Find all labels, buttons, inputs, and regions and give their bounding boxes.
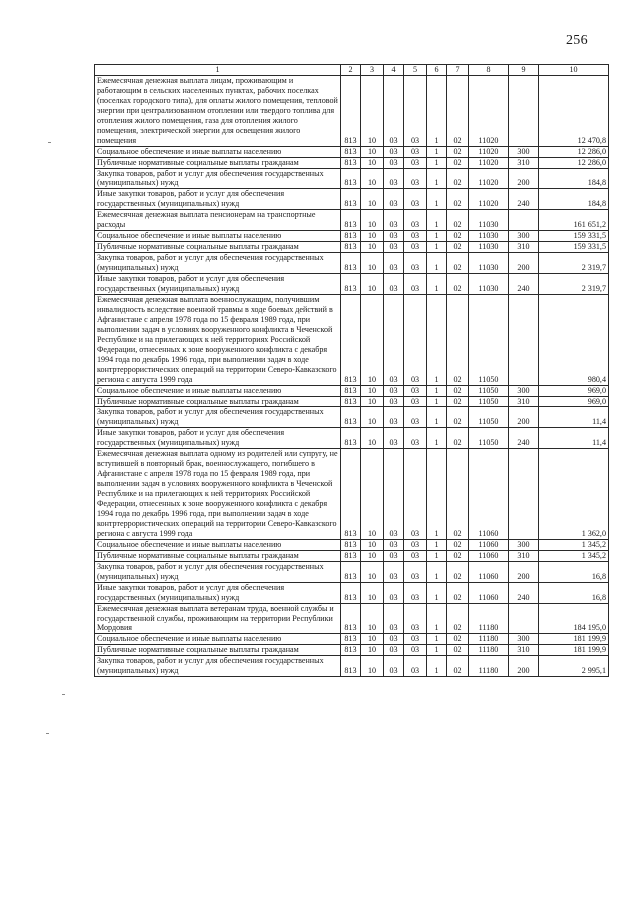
admin-code: 813 [341,231,361,242]
subsection-code: 03 [384,603,404,634]
direction-code: 11030 [469,242,509,253]
admin-code: 813 [341,550,361,561]
program-code: 03 [404,157,427,168]
admin-code: 813 [341,253,361,274]
expense-type-code: 300 [509,231,539,242]
table-body [95,75,609,676]
subsection-code: 03 [384,396,404,407]
subsection-code: 03 [384,242,404,253]
section-code: 10 [361,75,384,146]
row-name: Закупка товаров, работ и услуг для обеспечения государственных (муниципальных) нужд [95,561,341,582]
subsection-code: 03 [384,385,404,396]
table-row [95,645,609,656]
expense-type-code: 300 [509,385,539,396]
row-name: Закупка товаров, работ и услуг для обеспечения государственных (муниципальных) нужд [95,656,341,677]
subprogram-code: 1 [427,603,447,634]
expense-type-code [509,75,539,146]
main-event-code: 02 [447,189,469,210]
subprogram-code: 1 [427,428,447,449]
direction-code: 11060 [469,582,509,603]
amount: 12 286,0 [539,146,609,157]
program-code: 03 [404,407,427,428]
subprogram-code: 1 [427,634,447,645]
program-code: 03 [404,168,427,189]
admin-code: 813 [341,274,361,295]
table-row [95,385,609,396]
direction-code: 11060 [469,550,509,561]
table-row [95,294,609,385]
admin-code: 813 [341,385,361,396]
admin-code: 813 [341,189,361,210]
table-row [95,253,609,274]
subprogram-code: 1 [427,385,447,396]
admin-code: 813 [341,645,361,656]
subprogram-code: 1 [427,550,447,561]
row-name: Ежемесячная денежная выплата одному из родителей или супругу, не вступившей в повторный брак, военнослужащего, погибшего в Афганистане с апреля 1978 года по 15 февраля 1989 года, при выполнении задач в условиях вооруженного конфликта в Чеченской Республике и на прилегающих к ней территориях Российской Федерации, отнесенных к зоне вооруженного конфликта с декабря 1994 года по декабрь 1996 года, при выполнении задач в ходе контртеррористических операций на территории Северо-Кавказского региона с августа 1999 года [95,449,341,540]
direction-code: 11020 [469,75,509,146]
table-row [95,634,609,645]
table-row [95,550,609,561]
expense-type-code: 310 [509,550,539,561]
column-header-2: 2 [341,65,361,76]
main-event-code: 02 [447,449,469,540]
main-event-code: 02 [447,294,469,385]
expense-type-code: 310 [509,242,539,253]
direction-code: 11020 [469,157,509,168]
direction-code: 11050 [469,396,509,407]
expense-type-code: 300 [509,539,539,550]
amount: 1 345,2 [539,539,609,550]
subsection-code: 03 [384,75,404,146]
row-name: Социальное обеспечение и иные выплаты населению [95,146,341,157]
expense-type-code: 240 [509,189,539,210]
amount: 159 331,5 [539,231,609,242]
program-code: 03 [404,385,427,396]
main-event-code: 02 [447,603,469,634]
subprogram-code: 1 [427,294,447,385]
amount: 1 362,0 [539,449,609,540]
expense-type-code: 240 [509,274,539,295]
subsection-code: 03 [384,253,404,274]
amount: 181 199,9 [539,634,609,645]
main-event-code: 02 [447,428,469,449]
table-row [95,396,609,407]
admin-code: 813 [341,146,361,157]
direction-code: 11030 [469,253,509,274]
column-header-1: 1 [95,65,341,76]
subprogram-code: 1 [427,75,447,146]
program-code: 03 [404,634,427,645]
program-code: 03 [404,146,427,157]
admin-code: 813 [341,168,361,189]
program-code: 03 [404,231,427,242]
table-row [95,189,609,210]
main-event-code: 02 [447,550,469,561]
main-event-code: 02 [447,168,469,189]
table-row [95,146,609,157]
admin-code: 813 [341,449,361,540]
subsection-code: 03 [384,582,404,603]
table-row [95,539,609,550]
main-event-code: 02 [447,582,469,603]
admin-code: 813 [341,294,361,385]
section-code: 10 [361,253,384,274]
subprogram-code: 1 [427,656,447,677]
direction-code: 11020 [469,168,509,189]
section-code: 10 [361,656,384,677]
row-name: Ежемесячная денежная выплата военнослужащим, получившим инвалидность вследствие военной травмы в ходе боевых действий в Афганистане с апреля 1978 года по 15 февраля 1989 года, при выполнении задач в условиях вооруженного конфликта в Чеченской Республике и на прилегающих к ней территориях Российской Федерации, отнесенных к зоне вооруженного конфликта с декабря 1994 года по декабрь 1996 года, при выполнении задач в ходе контртеррористических операций на территории Северо-Кавказского региона с августа 1999 года [95,294,341,385]
table-row [95,75,609,146]
admin-code: 813 [341,407,361,428]
subsection-code: 03 [384,634,404,645]
section-code: 10 [361,634,384,645]
amount: 980,4 [539,294,609,385]
subprogram-code: 1 [427,168,447,189]
table-row [95,231,609,242]
admin-code: 813 [341,582,361,603]
subprogram-code: 1 [427,539,447,550]
subprogram-code: 1 [427,407,447,428]
main-event-code: 02 [447,385,469,396]
program-code: 03 [404,656,427,677]
subsection-code: 03 [384,449,404,540]
table-row [95,428,609,449]
section-code: 10 [361,428,384,449]
table-row [95,407,609,428]
table-row [95,449,609,540]
page-number: 256 [566,33,588,48]
subprogram-code: 1 [427,561,447,582]
program-code: 03 [404,274,427,295]
amount: 2 319,7 [539,274,609,295]
subprogram-code: 1 [427,242,447,253]
section-code: 10 [361,146,384,157]
admin-code: 813 [341,242,361,253]
subsection-code: 03 [384,210,404,231]
budget-table [94,64,609,677]
admin-code: 813 [341,656,361,677]
subsection-code: 03 [384,428,404,449]
expense-type-code: 300 [509,634,539,645]
program-code: 03 [404,645,427,656]
direction-code: 11060 [469,449,509,540]
subsection-code: 03 [384,168,404,189]
subprogram-code: 1 [427,189,447,210]
row-name: Публичные нормативные социальные выплаты гражданам [95,645,341,656]
direction-code: 11060 [469,539,509,550]
section-code: 10 [361,168,384,189]
section-code: 10 [361,210,384,231]
table-row [95,274,609,295]
amount: 184 195,0 [539,603,609,634]
subsection-code: 03 [384,561,404,582]
section-code: 10 [361,274,384,295]
admin-code: 813 [341,210,361,231]
amount: 11,4 [539,428,609,449]
section-code: 10 [361,231,384,242]
expense-type-code: 310 [509,645,539,656]
subprogram-code: 1 [427,582,447,603]
admin-code: 813 [341,561,361,582]
main-event-code: 02 [447,253,469,274]
direction-code: 11050 [469,428,509,449]
amount: 969,0 [539,396,609,407]
row-name: Иные закупки товаров, работ и услуг для обеспечения государственных (муниципальных) нужд [95,582,341,603]
expense-type-code: 310 [509,157,539,168]
main-event-code: 02 [447,157,469,168]
main-event-code: 02 [447,561,469,582]
admin-code: 813 [341,396,361,407]
main-event-code: 02 [447,656,469,677]
subsection-code: 03 [384,274,404,295]
subprogram-code: 1 [427,157,447,168]
section-code: 10 [361,407,384,428]
section-code: 10 [361,396,384,407]
column-header-3: 3 [361,65,384,76]
section-code: 10 [361,449,384,540]
table-row [95,157,609,168]
program-code: 03 [404,539,427,550]
admin-code: 813 [341,428,361,449]
subsection-code: 03 [384,645,404,656]
row-name: Социальное обеспечение и иные выплаты населению [95,231,341,242]
amount: 969,0 [539,385,609,396]
amount: 12 286,0 [539,157,609,168]
main-event-code: 02 [447,396,469,407]
amount: 16,8 [539,561,609,582]
scan-mark [62,694,65,695]
program-code: 03 [404,210,427,231]
amount: 12 470,8 [539,75,609,146]
direction-code: 11030 [469,274,509,295]
expense-type-code: 200 [509,407,539,428]
main-event-code: 02 [447,407,469,428]
scan-mark [48,142,51,143]
program-code: 03 [404,253,427,274]
main-event-code: 02 [447,634,469,645]
row-name: Ежемесячная денежная выплата пенсионерам на транспортные расходы [95,210,341,231]
table-header-row [95,65,609,76]
row-name: Социальное обеспечение и иные выплаты населению [95,385,341,396]
main-event-code: 02 [447,231,469,242]
program-code: 03 [404,582,427,603]
section-code: 10 [361,242,384,253]
subsection-code: 03 [384,656,404,677]
program-code: 03 [404,75,427,146]
direction-code: 11020 [469,189,509,210]
scan-mark [46,733,49,734]
section-code: 10 [361,294,384,385]
main-event-code: 02 [447,210,469,231]
expense-type-code [509,210,539,231]
table-row [95,603,609,634]
table-row [95,561,609,582]
program-code: 03 [404,550,427,561]
row-name: Публичные нормативные социальные выплаты гражданам [95,157,341,168]
expense-type-code: 200 [509,253,539,274]
section-code: 10 [361,157,384,168]
column-header-7: 7 [447,65,469,76]
admin-code: 813 [341,634,361,645]
program-code: 03 [404,294,427,385]
program-code: 03 [404,428,427,449]
row-name: Закупка товаров, работ и услуг для обеспечения государственных (муниципальных) нужд [95,407,341,428]
table-row [95,210,609,231]
program-code: 03 [404,603,427,634]
subprogram-code: 1 [427,274,447,295]
expense-type-code: 240 [509,582,539,603]
subsection-code: 03 [384,231,404,242]
direction-code: 11050 [469,385,509,396]
row-name: Публичные нормативные социальные выплаты гражданам [95,550,341,561]
amount: 1 345,2 [539,550,609,561]
expense-type-code: 240 [509,428,539,449]
expense-type-code [509,449,539,540]
program-code: 03 [404,561,427,582]
amount: 16,8 [539,582,609,603]
expense-type-code: 310 [509,396,539,407]
subsection-code: 03 [384,539,404,550]
section-code: 10 [361,582,384,603]
amount: 2 995,1 [539,656,609,677]
amount: 159 331,5 [539,242,609,253]
section-code: 10 [361,550,384,561]
expense-type-code: 200 [509,656,539,677]
table-row [95,582,609,603]
column-header-4: 4 [384,65,404,76]
column-header-10: 10 [539,65,609,76]
program-code: 03 [404,189,427,210]
subsection-code: 03 [384,550,404,561]
row-name: Иные закупки товаров, работ и услуг для обеспечения государственных (муниципальных) нужд [95,274,341,295]
amount: 161 651,2 [539,210,609,231]
row-name: Публичные нормативные социальные выплаты гражданам [95,242,341,253]
row-name: Ежемесячная денежная выплата ветеранам труда, военной службы и государственной службы, проживающим на территории Республики Мордовия [95,603,341,634]
direction-code: 11050 [469,407,509,428]
subsection-code: 03 [384,157,404,168]
admin-code: 813 [341,603,361,634]
direction-code: 11180 [469,603,509,634]
table-row [95,242,609,253]
section-code: 10 [361,385,384,396]
main-event-code: 02 [447,242,469,253]
direction-code: 11050 [469,294,509,385]
subprogram-code: 1 [427,231,447,242]
expense-type-code: 200 [509,561,539,582]
section-code: 10 [361,603,384,634]
program-code: 03 [404,449,427,540]
expense-type-code: 200 [509,168,539,189]
table-row [95,656,609,677]
amount: 2 319,7 [539,253,609,274]
subprogram-code: 1 [427,449,447,540]
row-name: Иные закупки товаров, работ и услуг для обеспечения государственных (муниципальных) нужд [95,189,341,210]
table-row [95,168,609,189]
subprogram-code: 1 [427,645,447,656]
expense-type-code: 300 [509,146,539,157]
direction-code: 11030 [469,210,509,231]
direction-code: 11180 [469,656,509,677]
direction-code: 11030 [469,231,509,242]
main-event-code: 02 [447,75,469,146]
section-code: 10 [361,189,384,210]
column-header-8: 8 [469,65,509,76]
subsection-code: 03 [384,294,404,385]
amount: 181 199,9 [539,645,609,656]
amount: 184,8 [539,189,609,210]
row-name: Публичные нормативные социальные выплаты гражданам [95,396,341,407]
amount: 11,4 [539,407,609,428]
row-name: Ежемесячная денежная выплата лицам, проживающим и работающим в сельских населенных пунктах, рабочих поселках (поселках городского типа), для оплаты жилого помещения, тепловой энергии при централизованном отоплении или твердого топлива для отопления жилого помещения, газа для отопления жилого помещения, электрической энергии для освещения жилого помещения [95,75,341,146]
row-name: Закупка товаров, работ и услуг для обеспечения государственных (муниципальных) нужд [95,253,341,274]
main-event-code: 02 [447,539,469,550]
row-name: Социальное обеспечение и иные выплаты населению [95,634,341,645]
program-code: 03 [404,396,427,407]
direction-code: 11020 [469,146,509,157]
subprogram-code: 1 [427,396,447,407]
row-name: Закупка товаров, работ и услуг для обеспечения государственных (муниципальных) нужд [95,168,341,189]
admin-code: 813 [341,539,361,550]
direction-code: 11180 [469,634,509,645]
section-code: 10 [361,645,384,656]
subsection-code: 03 [384,146,404,157]
section-code: 10 [361,539,384,550]
subsection-code: 03 [384,407,404,428]
main-event-code: 02 [447,146,469,157]
direction-code: 11180 [469,645,509,656]
direction-code: 11060 [469,561,509,582]
column-header-6: 6 [427,65,447,76]
row-name: Социальное обеспечение и иные выплаты населению [95,539,341,550]
subprogram-code: 1 [427,253,447,274]
subprogram-code: 1 [427,146,447,157]
program-code: 03 [404,242,427,253]
section-code: 10 [361,561,384,582]
expense-type-code [509,294,539,385]
subsection-code: 03 [384,189,404,210]
main-event-code: 02 [447,645,469,656]
row-name: Иные закупки товаров, работ и услуг для обеспечения государственных (муниципальных) нужд [95,428,341,449]
subprogram-code: 1 [427,210,447,231]
amount: 184,8 [539,168,609,189]
admin-code: 813 [341,157,361,168]
main-event-code: 02 [447,274,469,295]
column-header-5: 5 [404,65,427,76]
admin-code: 813 [341,75,361,146]
expense-type-code [509,603,539,634]
column-header-9: 9 [509,65,539,76]
